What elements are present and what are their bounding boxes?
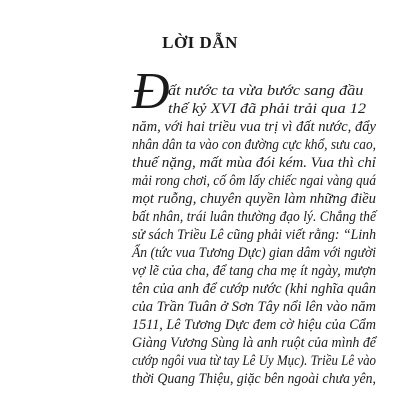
text-line: mọt ruỗng, chuyên quyền làm những điều (132, 191, 376, 207)
text-line: Ẩn (tức vua Tương Dực) gian dâm với người (132, 245, 376, 261)
text-line: thế kỷ XVI đã phải trải qua 12 (168, 101, 367, 117)
text-line: vợ lẽ của cha, để tang cha mẹ ít ngày, mượn (132, 263, 376, 279)
text-line: ất nước ta vừa bước sang đầu (168, 83, 364, 99)
text-line: thuế nặng, mất mùa đói kém. Vua thì chỉ (132, 155, 376, 171)
text-line: của Trần Tuân ở Sơn Tây nổi lên vào năm (132, 299, 376, 315)
text-line: cướp ngôi vua từ tay Lê Uy Mục). Triều Lê vào (132, 353, 376, 369)
text-line: 1511, Lê Tương Dực đem cờ hiệu của Cẩm (132, 317, 376, 333)
text-line: nhân dân ta vào con đường cực khổ, sưu cao, (132, 137, 376, 153)
text-line: thời Quang Thiệu, giặc bên ngoài chưa yên, (132, 371, 376, 387)
text-line: sử sách Triều Lê cũng phải viết rằng: “Linh (132, 227, 376, 243)
text-line: bất nhân, trái luân thường đạo lý. Chẳng thế (132, 209, 376, 225)
drop-cap: Đ (132, 63, 170, 120)
chapter-title: LỜI DẪN (162, 33, 238, 52)
text-line: năm, với hai triều vua trị vì đất nước, đẩy (132, 119, 376, 135)
text-line: mải rong chơi, cố ôm lấy chiếc ngai vàng quá (132, 173, 376, 189)
text-line: tên của anh để cướp nước (khi nghĩa quân (132, 281, 376, 297)
text-line: Giàng Vương Sùng là anh ruột của mình để (132, 335, 376, 351)
